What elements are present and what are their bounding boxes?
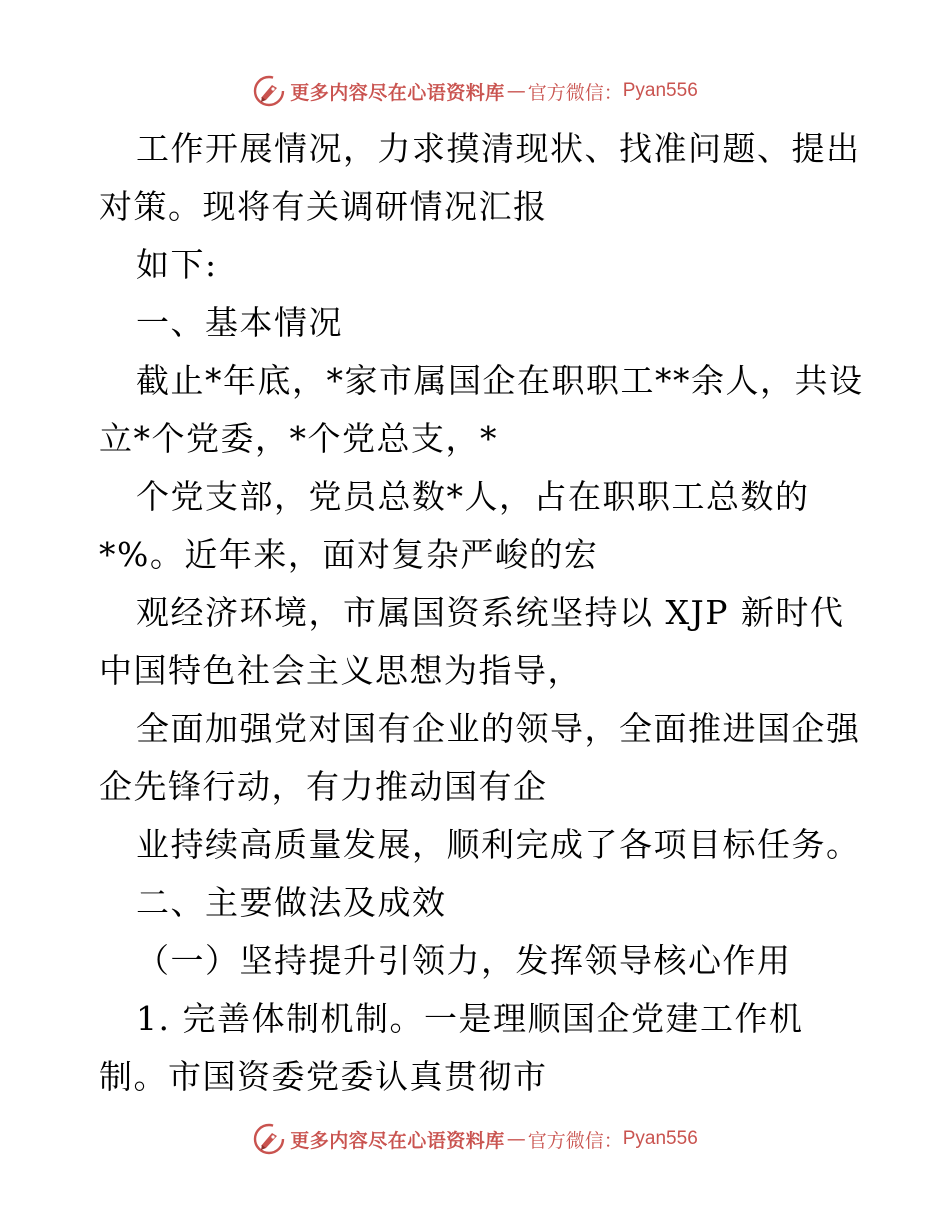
pen-nib-logo-icon bbox=[252, 74, 286, 108]
paragraph-line: 中国特色社会主义思想为指导， bbox=[99, 651, 582, 690]
paragraph-line: 个党支部，党员总数*人，占在职职工总数的 bbox=[136, 477, 810, 516]
pen-nib-logo-icon bbox=[252, 1122, 286, 1156]
paragraph-line: 观经济环境，市属国资系统坚持以 XJP 新时代 bbox=[136, 593, 845, 632]
watermark-suffix: 官方微信： bbox=[527, 81, 623, 104]
watermark-dash: — bbox=[506, 80, 526, 102]
watermark-suffix: 官方微信： bbox=[527, 1129, 623, 1152]
paragraph-line: （一）坚持提升引领力，发挥领导核心作用 bbox=[136, 941, 792, 980]
header-watermark bbox=[0, 71, 950, 111]
footer-watermark bbox=[0, 1119, 950, 1159]
watermark-dash: — bbox=[506, 1128, 526, 1150]
paragraph-line: 业持续高质量发展，顺利完成了各项目标任务。 bbox=[136, 825, 861, 864]
paragraph-line: 制。市国资委党委认真贯彻市 bbox=[99, 1057, 548, 1096]
paragraph-line: 立*个党委，*个党总支，* bbox=[99, 419, 498, 458]
watermark-brand: 更多内容尽在心语资料库 bbox=[290, 1129, 505, 1152]
paragraph-line: 全面加强党对国有企业的领导，全面推进国企强 bbox=[136, 709, 861, 748]
paragraph-line: *%。近年来，面对复杂严峻的宏 bbox=[99, 535, 599, 574]
paragraph-line: 对策。现将有关调研情况汇报 bbox=[99, 187, 548, 226]
paragraph-line: 如下: bbox=[136, 245, 218, 284]
paragraph-line: 二、主要做法及成效 bbox=[136, 883, 447, 922]
paragraph-line: 企先锋行动，有力推动国有企 bbox=[99, 767, 548, 806]
paragraph-line: 截止*年底，*家市属国企在职职工**余人，共设 bbox=[136, 361, 864, 400]
paragraph-line: 工作开展情况，力求摸清现状、找准问题、提出 bbox=[136, 129, 861, 168]
watermark-id: Pyan556 bbox=[622, 80, 698, 101]
paragraph-line: 一、基本情况 bbox=[136, 303, 343, 342]
watermark-brand: 更多内容尽在心语资料库 bbox=[290, 81, 505, 104]
paragraph-line: 1. 完善体制机制。一是理顺国企党建工作机 bbox=[136, 999, 804, 1038]
watermark-id: Pyan556 bbox=[622, 1128, 698, 1149]
